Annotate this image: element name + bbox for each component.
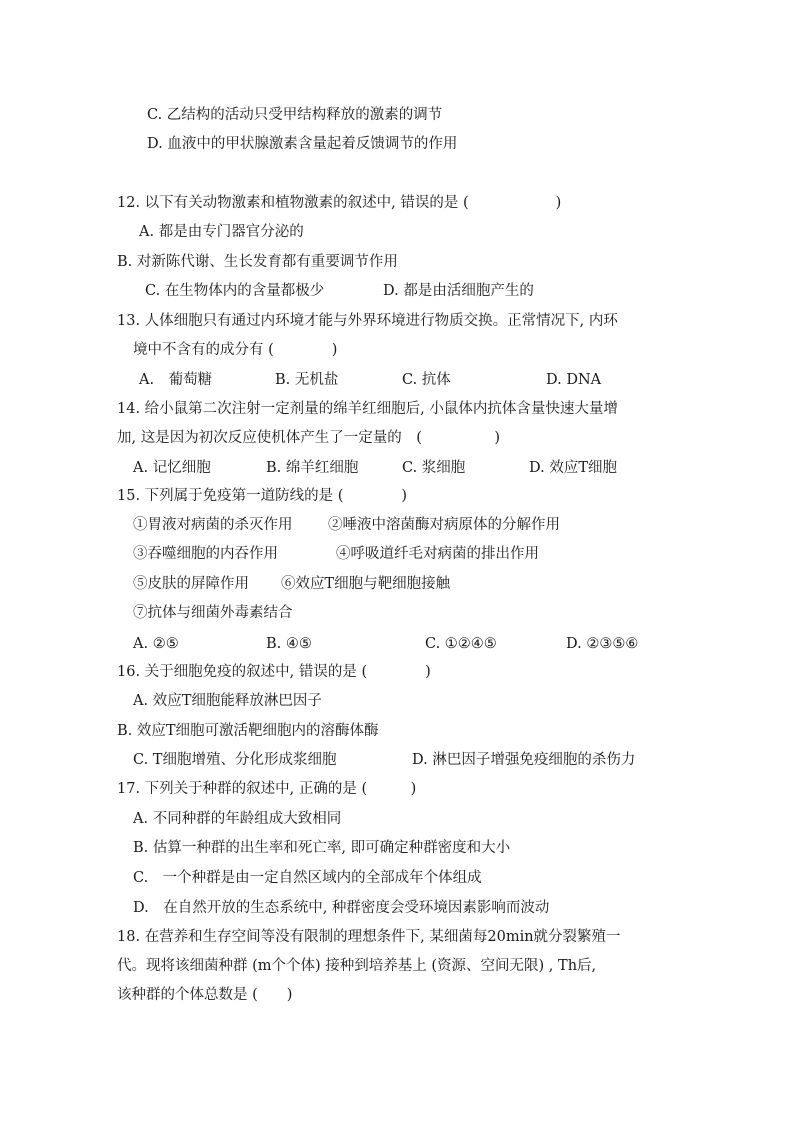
q15-item-1: ①胃液对病菌的杀灭作用 <box>133 517 293 533</box>
q16-option-a: A. 效应T细胞能释放淋巴因子 <box>133 693 322 709</box>
q14-option-d: D. 效应T细胞 <box>529 460 617 476</box>
q15-item-6: ⑥效应T细胞与靶细胞接触 <box>281 576 451 592</box>
q13-stem-line1: 13. 人体细胞只有通过内环境才能与外界环境进行物质交换。正常情况下, 内环 <box>117 313 618 329</box>
q18-stem-line3: 该种群的个体总数是 ( ) <box>117 987 293 1003</box>
q13-option-c: C. 抗体 <box>402 372 451 388</box>
q16-stem: 16. 关于细胞免疫的叙述中, 错误的是 ( ) <box>117 664 431 680</box>
q15-item-2: ②唾液中溶菌酶对病原体的分解作用 <box>328 517 560 533</box>
q15-item-7: ⑦抗体与细菌外毒素结合 <box>133 605 293 621</box>
q12-stem: 12. 以下有关动物激素和植物激素的叙述中, 错误的是 ( ) <box>117 195 562 211</box>
q15-option-a: A. ②⑤ <box>133 636 179 652</box>
q15-item-4: ④呼吸道纤毛对病菌的排出作用 <box>336 546 539 562</box>
q14-option-c: C. 浆细胞 <box>402 460 466 476</box>
q13-stem-line2: 境中不含有的成分有 ( ) <box>133 342 338 358</box>
q15-item-5: ⑤皮肤的屏障作用 <box>133 576 249 592</box>
q13-option-a: A. 葡萄糖 <box>139 372 213 388</box>
q17-option-b: B. 估算一种群的出生率和死亡率, 即可确定种群密度和大小 <box>133 840 511 856</box>
q17-stem: 17. 下列关于种群的叙述中, 正确的是 ( ) <box>117 781 417 797</box>
q16-option-c: C. T细胞增殖、分化形成浆细胞 <box>133 752 337 768</box>
q15-option-b: B. ④⑤ <box>266 636 312 652</box>
q12-option-a: A. 都是由专门器官分泌的 <box>139 224 304 240</box>
q12-option-c: C. 在生物体内的含量都极少 <box>145 283 325 299</box>
q18-stem-line2: 代。现将该细菌种群 (m个个体) 接种到培养基上 (资源、空间无限) , Th后, <box>117 958 597 974</box>
q14-option-a: A. 记忆细胞 <box>133 460 211 476</box>
q11-option-d: D. 血液中的甲状腺激素含量起着反馈调节的作用 <box>147 136 458 152</box>
q17-option-d: D. 在自然开放的生态系统中, 种群密度会受环境因素影响而波动 <box>133 900 550 916</box>
q12-option-d: D. 都是由活细胞产生的 <box>383 283 534 299</box>
q16-option-b: B. 效应T细胞可激活靶细胞内的溶酶体酶 <box>117 723 379 739</box>
q18-stem-line1: 18. 在营养和生存空间等没有限制的理想条件下, 某细菌每20min就分裂繁殖一 <box>117 929 621 945</box>
q14-stem-line2: 加, 这是因为初次反应使机体产生了一定量的 ( ) <box>117 430 501 446</box>
q16-option-d: D. 淋巴因子增强免疫细胞的杀伤力 <box>412 752 636 768</box>
q13-option-b: B. 无机盐 <box>275 372 339 388</box>
q13-option-d: D. DNA <box>546 372 602 388</box>
q17-option-a: A. 不同种群的年龄组成大致相同 <box>133 811 342 827</box>
q12-option-b: B. 对新陈代谢、生长发育都有重要调节作用 <box>117 254 398 270</box>
q17-option-c: C. 一个种群是由一定自然区域内的全部成年个体组成 <box>133 870 482 886</box>
q15-option-c: C. ①②④⑤ <box>425 636 497 652</box>
q15-item-3: ③吞噬细胞的内吞作用 <box>133 546 278 562</box>
q15-option-d: D. ②③⑤⑥ <box>566 636 639 652</box>
q14-option-b: B. 绵羊红细胞 <box>266 460 359 476</box>
q11-option-c: C. 乙结构的活动只受甲结构释放的激素的调节 <box>147 107 443 123</box>
q14-stem-line1: 14. 给小鼠第二次注射一定剂量的绵羊红细胞后, 小鼠体内抗体含量快速大量增 <box>117 401 618 417</box>
q15-stem: 15. 下列属于免疫第一道防线的是 ( ) <box>117 488 408 504</box>
